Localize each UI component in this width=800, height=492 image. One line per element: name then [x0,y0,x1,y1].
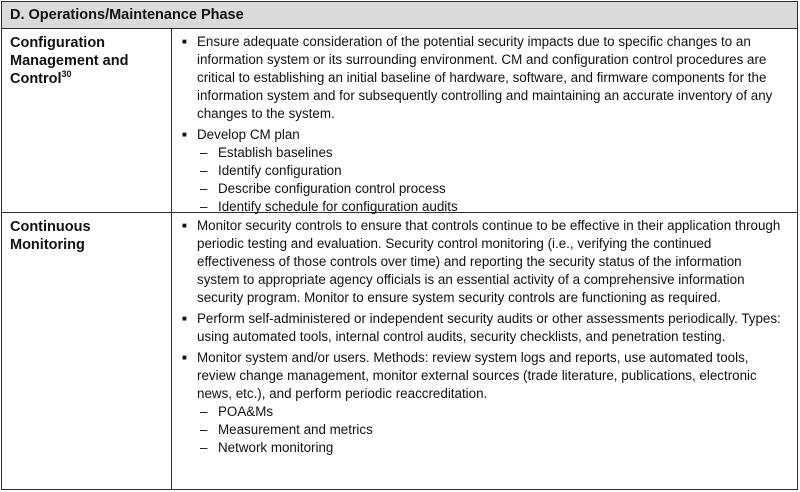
sub-item [182,180,787,198]
dash-icon: – [200,145,208,160]
square-bullet-icon: ■ [182,353,187,362]
bullet-item [182,33,787,123]
sub-item-text: Identify configuration [218,163,342,178]
bullet-text: Develop CM plan [197,127,300,142]
bullet-item [182,126,787,144]
row-content-continuous-monitoring [172,213,797,489]
sub-item-text: POA&Ms [218,404,274,419]
sub-item [182,162,787,180]
sub-item-text: Establish baselines [218,145,333,160]
label-line: Continuous [10,219,91,235]
square-bullet-icon: ■ [182,221,187,230]
sub-item-text: Network monitoring [218,440,334,455]
dash-icon: – [200,199,208,214]
sub-item-text: Measurement and metrics [218,422,373,437]
phase-table [1,1,798,490]
sub-list [182,144,787,216]
table-row-continuous-monitoring [2,213,797,489]
bullet-text: Monitor system and/or users. Methods: review system logs and reports, use automated tools, review change management, monitor external sources (trade literature, publications, electronic news, etc.), and perform periodic reaccreditation. [197,350,757,401]
sub-item [182,439,787,457]
row-label-configuration [2,29,172,212]
dash-icon: – [200,440,208,455]
label-line: Management and [10,53,129,69]
dash-icon: – [200,404,208,419]
sub-item-text: Describe configuration control process [218,181,446,196]
label-line: Monitoring [10,237,85,253]
footnote-ref: 30 [61,69,72,79]
phase-header: D. Operations/Maintenance Phase [2,2,797,29]
dash-icon: – [200,422,208,437]
bullet-item [182,349,787,403]
square-bullet-icon: ■ [182,37,187,46]
square-bullet-icon: ■ [182,314,187,323]
bullet-item [182,217,787,307]
bullet-text: Monitor security controls to ensure that controls continue to be effective in their application through periodic testing and evaluation. Security control monitoring (i.e., verifying the continued effectiveness of those controls over time) and reporting the security status of the information system to appropriate agency officials is an essential activity of a comprehensive information security program. Monitor to ensure system security controls are functioning as required. [197,218,781,305]
square-bullet-icon: ■ [182,130,187,139]
dash-icon: – [200,181,208,196]
bullet-item [182,310,787,346]
dash-icon: – [200,163,208,178]
sub-list [182,403,787,457]
sub-item [182,421,787,439]
label-line: Configuration [10,35,106,51]
row-content-configuration [172,29,797,212]
sub-item [182,403,787,421]
sub-item [182,144,787,162]
sub-item-text: Identify schedule for configuration audits [218,199,458,214]
table-row-configuration [2,29,797,213]
label-line: Control [10,71,62,87]
row-label-continuous-monitoring [2,213,172,489]
bullet-text: Perform self-administered or independent security audits or other assessments periodically. Types: using automated tools, internal control audits, security checklists, and penetration testing. [197,311,781,344]
bullet-text: Ensure adequate consideration of the potential security impacts due to specific changes to an information system or its surrounding environment. CM and configuration control procedures are critical to establishing an initial baseline of hardware, software, and firmware components for the information system and for subsequently controlling and maintaining an accurate inventory of any changes to the system. [197,34,773,121]
